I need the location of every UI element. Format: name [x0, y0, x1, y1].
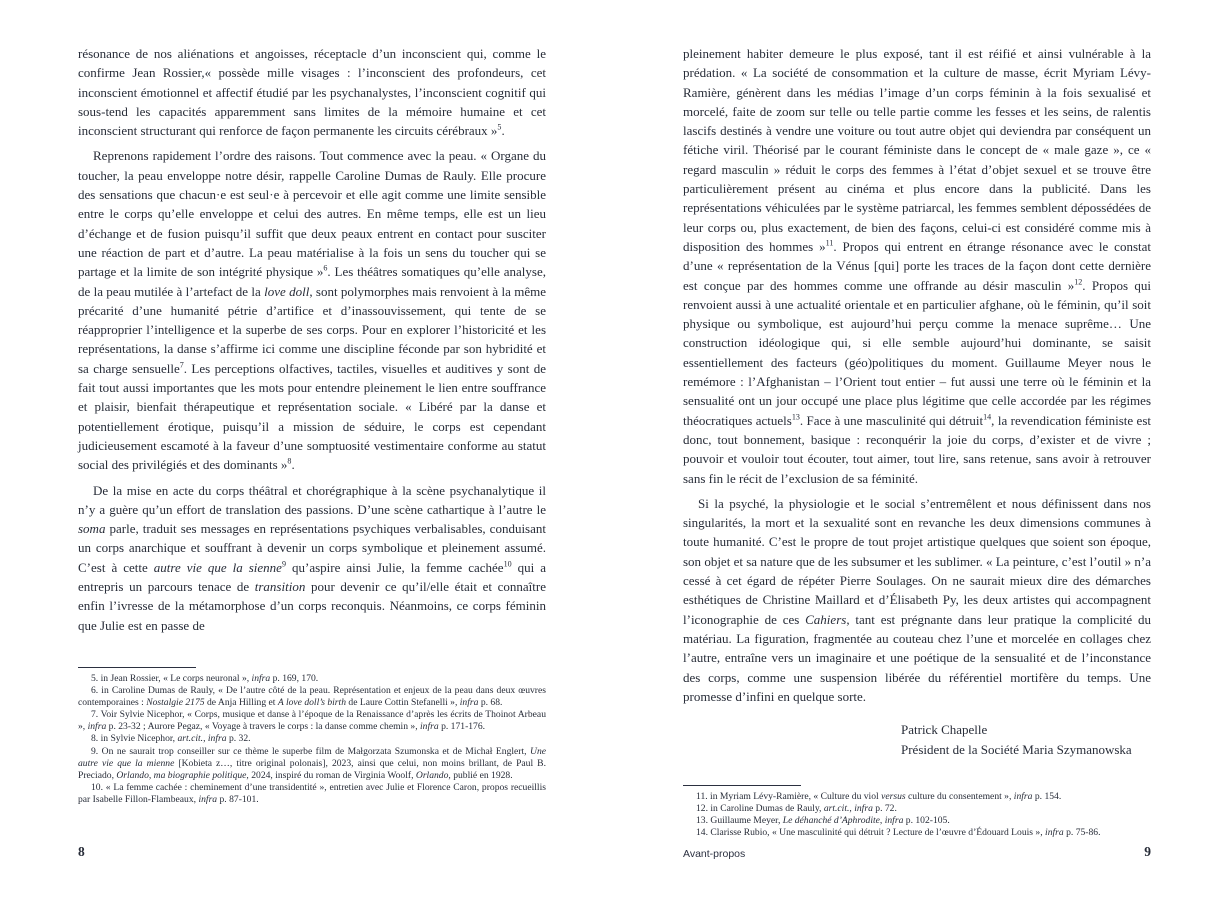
- right-footnotes: [683, 781, 1151, 839]
- page-number-right: 9: [1144, 844, 1151, 859]
- footnote: 9. On ne saurait trop conseiller sur ce thème le superbe film de Małgorzata Szumonska et de Michał Englert, Une autre vie que la mienne [Kobieta z…, titre original polonais], 2023, ainsi que celui, non moins brillant, de Paul B. Preciado, Orlando, ma biographie politique, 2024, inspiré du roman de Virginia Woolf, Orlando, publié en 1928.: [78, 745, 546, 781]
- signature-name: Patrick Chapelle: [901, 722, 988, 738]
- page-left: [78, 44, 546, 806]
- footnote: 12. in Caroline Dumas de Rauly, art.cit., infra p. 72.: [696, 802, 897, 814]
- left-main-text: [78, 44, 546, 641]
- signature-block: [901, 720, 1151, 759]
- left-footnotes: [78, 663, 546, 806]
- left-footnote-list: [78, 673, 546, 806]
- footnote: 11. in Myriam Lévy-Ramière, « Culture du viol versus culture du consentement », infra p. 154.: [696, 790, 1062, 802]
- paragraph: résonance de nos aliénations et angoisses, réceptacle d’un inconscient qui, comme le confirme Jean Rossier,« possède mille visages : l’inconscient des profondeurs, cet inconscient émotionnel et affectif étudié par les psychanalystes, l’inconscient cognitif qui sous-tend les capacités apparemment sans limites de la mémoire humaine et cet inconscient structurant qui renforce de façon permanente les circuits cérébraux »$^5$.: [78, 46, 546, 139]
- right-main-text: [683, 44, 1151, 712]
- paragraph: De la mise en acte du corps théâtral et chorégraphique à la scène psychanalytique il n’y a guère qu’un effort de translation des passions. D’une scène cathartique à l’autre le soma parle, traduit ses messages en représentations psychiques verbalisables, conduisant un corps anarchique et souffrant à devenir un corps symbolique et pleinement assumé. C’est à cette autre vie que la sienne$^9$ qu’aspire ainsi Julie, la femme cachée$^{10}$ qui a entrepris un parcours tenace de transition pour devenir ce qu’il/elle était et connaître enfin l’ivresse de la métamorphose d’un corps reconquis. Néanmoins, ce corps féminin que Julie est en passe de: [78, 482, 546, 633]
- signature-title: Président de la Société Maria Szymanowska: [901, 741, 1132, 757]
- footnote: 8. in Sylvie Nicephor, art.cit., infra p. 32.: [91, 733, 251, 745]
- footnote: 14. Clarisse Rubio, « Une masculinité qui détruit ? Lecture de l’œuvre d’Édouard Louis », infra p. 75-86.: [696, 826, 1101, 838]
- paragraph: pleinement habiter demeure le plus exposé, tant il est réifié et ainsi vulnérable à la prédation. « La société de consommation et la culture de masse, écrit Myriam Lévy-Ramière, génèrent dans les médias l’image d’un corps féminin à la fois sexualisé et morcelé, faite de zoom sur telle ou telle partie comme les fesses et les seins, de ralentis lascifs destinés à vendre une voiture ou tout autre objet qui deviendra par conséquent un fétiche viril. Théorisé par le courant féministe dans le concept de « male gaze », ce « regard masculin » réduit le corps des femmes à l’état d’objet sexuel et se trouve être particulièrement présent au cinéma et plus encore dans la publicité. Dans les représentations véhiculées par le système patriarcal, les femmes semblent dépossédées de leur corps ou, plus exactement, de bien des façons, celui-ci est considéré comme mis à disposition des hommes »$^{11}$. Propos qui entrent en étrange résonance avec le constat d’une « représentation de la Vénus [qui] porte les traces de la façon dont cette dernière est conçue par des hommes comme une offrande au désir masculin »$^{12}$. Propos qui renvoient aussi à une actualité orientale et en particulier afghane, où le féminin, qu’il soit physique ou symbolique, est aujourd’hui perçu comme la menace suprême… Une construction idéologique qui, si elle semble aujourd’hui dominante, se saisit essentiellement des facteurs (géo)politiques du moment. Guillaume Meyer nous le remémore : l’Afghanistan – l’Orient tout entier – fut aussi une terre où le féminin et la sensualité ont un jour occupé une place plus légitime que celle accordée par les régimes théocratiques actuels$^{13}$. Face à une masculinité qui détruit$^{14}$, la revendication féministe est donc, tout bonnement, basique : reconquérir la joie du corps, d’exister et de vivre ; pouvoir et vouloir tout écouter, tout aimer, tout lire, sans retenue, sans avoir à retrouver sans fin le récit de l’exclusion de sa féminité.: [683, 46, 1152, 486]
- footnote: 10. « La femme cachée : cheminement d’une transidentité », entretien avec Julie et Florence Caron, propos recueillis par Isabelle Fillon-Flambeaux, infra p. 87-101.: [78, 781, 546, 805]
- page-number-left: 8: [78, 844, 85, 859]
- footnote-rule-right: [683, 785, 801, 786]
- running-title: Avant-propos: [683, 848, 746, 860]
- footnote-rule-left: [78, 667, 196, 668]
- paragraph: Reprenons rapidement l’ordre des raisons. Tout commence avec la peau. « Organe du toucher, la peau enveloppe notre désir, rappelle Caroline Dumas de Rauly. Elle procure des sensations que chacun·e est seul·e à percevoir et elle agit comme une limite sensible entre le corps qu’elle enveloppe et celui des autres. En même temps, elle est un lieu d’échange et de fusion puisqu’il suffit que deux peaux entrent en contact pour susciter une réaction de part et d’autre. La peau matérialise à la fois un sens du toucher qui se partage et la limite de son intégrité physique »$^6$. Les théâtres somatiques qu’elle analyse, de la peau mutilée à l’artefact de la love doll, sont polymorphes mais renvoient à la même précarité d’une humanité pétrie d’artifice et d’inassouvissement, qui tente de se réapproprier l’intelligence et la superbe de ses corps. Pour en explorer l’historicité et les représentations, la danse s’affirme ici comme une discipline féconde par son hybridité et sa charge sensuelle$^7$. Les perceptions olfactives, tactiles, visuelles et auditives y sont de fait tout aussi importantes que les mots pour entendre pleinement le lien entre souffrance et plaisir, bienfait thérapeutique et représentation sociale. « Libéré par la danse et potentiellement érotique, puisqu’il a mission de séduire, le corps est cependant judicieusement escamoté à la faveur d’une somptuosité vestimentaire conforme au statut social des privilégiés et des dominants »$^8$.: [78, 148, 547, 473]
- paragraph: Si la psyché, la physiologie et le social s’entremêlent et nous définissent dans nos singularités, la mort et la sexualité sont en revanche les deux dimensions communes à toute humanité. C’est le propre de tout projet artistique quelques que soient son époque, son objet et sa nature que de les subsumer et les sublimer. « La peinture, c’est l’outil » n’a cessé à cet égard de répéter Pierre Soulages. On ne saurait mieux dire des démarches esthétiques de Christine Maillard et d’Élisabeth Py, les deux artistes qui accompagnent l’iconographie de ces Cahiers, tant est prégnante dans leur pratique la complicité du matériau. La figuration, fragmentée au couteau chez l’une et morcelée en collages chez l’autre, entraîne vers un imaginaire et une poétique de la sensualité et de l’inconstance des corps, comme une suspension libérée du référentiel mortifère du temps. Une promesse d’infini en quelque sorte.: [683, 495, 1151, 704]
- right-footnote-list: [683, 791, 1151, 839]
- footnote: 13. Guillaume Meyer, Le déhanché d’Aphrodite, infra p. 102-105.: [696, 814, 950, 826]
- footnote: 6. in Caroline Dumas de Rauly, « De l’autre côté de la peau. Représentation et enjeux de la peau dans deux œuvres contemporaines : Nostalgie 2175 de Anja Hilling et A love doll’s birth de Laure Cottin Stefanelli », infra p. 68.: [78, 685, 546, 709]
- footnote: 7. Voir Sylvie Nicephor, « Corps, musique et danse à l’époque de la Renaissance d’après les écrits de Thoinot Arbeau », infra p. 23-32 ; Aurore Pegaz, « Voyage à travers le corps : la danse comme chemin », infra p. 171-176.: [78, 709, 546, 733]
- footnote: 5. in Jean Rossier, « Le corps neuronal », infra p. 169, 170.: [91, 672, 319, 684]
- page-right: [683, 44, 1151, 839]
